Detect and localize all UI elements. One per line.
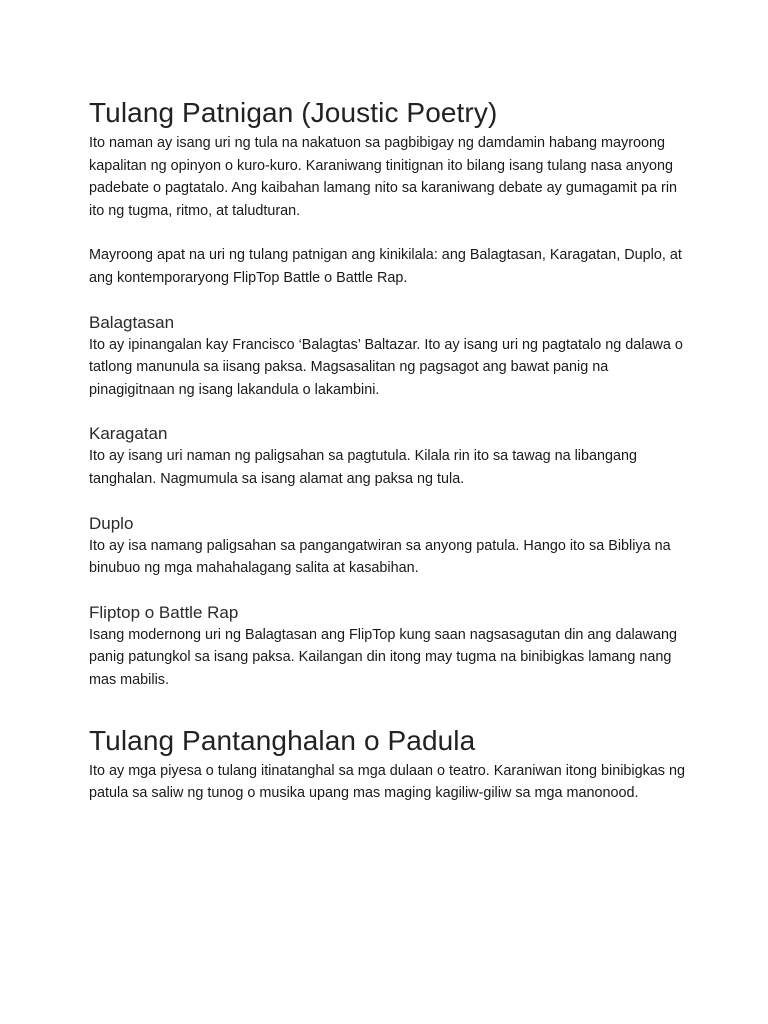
document-page [89,96,689,805]
patnigan-types-paragraph: Mayroong apat na uri ng tulang patnigan ang kinikilala: ang Balagtasan, Karagatan, Duplo, at ang kontemporaryong FlipTop Battle o Battle Rap. [89,247,682,286]
subsection-text-balagtasan: Ito ay ipinangalan kay Francisco ‘Balagtas’ Baltazar. Ito ay isang uri ng pagtatalo ng dalawa o tatlong manunula sa iisang paksa. Magsasalitan ng pagsagot ang bawat panig na pinagigitnaan ng isang lakandula o lakambini. [89,336,683,398]
pantanghalan-paragraph: Ito ay mga piyesa o tulang itinatanghal sa mga dulaan o teatro. Karaniwan itong binibigkas ng patula sa saliw ng tunog o musika upang mas maging kagiliw-giliw sa mga manonood. [89,762,686,802]
subsection-title-karagatan: Karagatan [89,424,168,444]
subsection-title-fliptop: Fliptop o Battle Rap [89,602,239,622]
subsection-title-duplo: Duplo [89,513,134,533]
section-title-pantanghalan: Tulang Pantanghalan o Padula [89,724,476,756]
subsection-text-duplo: Ito ay isa namang paligsahan sa pangangatwiran sa anyong patula. Hango ito sa Bibliya na binubuo ng mga mahahalagang salita at kasabihan. [89,537,671,577]
subsection-text-fliptop: Isang modernong uri ng Balagtasan ang FlipTop kung saan nagsasagutan din ang dalawang panig patungkol sa isang paksa. Kailangan din itong may tugma na binibigkas lamang nang mas mabilis. [89,626,678,688]
subsection-text-karagatan: Ito ay isang uri naman ng paligsahan sa pagtutula. Kilala rin ito sa tawag na libangang tanghalan. Nagmumula sa isang alamat ang paksa ng tula. [89,448,638,487]
subsection-title-balagtasan: Balagtasan [89,312,175,332]
section-title-patnigan: Tulang Patnigan (Joustic Poetry) [89,97,498,128]
patnigan-intro-paragraph: Ito naman ay isang uri ng tula na nakatuon sa pagbibigay ng damdamin habang mayroong kapalitan ng opinyon o kuro-kuro. Karaniwang tinitignan ito bilang isang tulang nasa anyong padebate o pagtatalo. Ang kaibahan lamang nito sa karaniwang debate ay gumagamit pa rin ito ng tugma, ritmo, at taludturan. [89,135,678,219]
